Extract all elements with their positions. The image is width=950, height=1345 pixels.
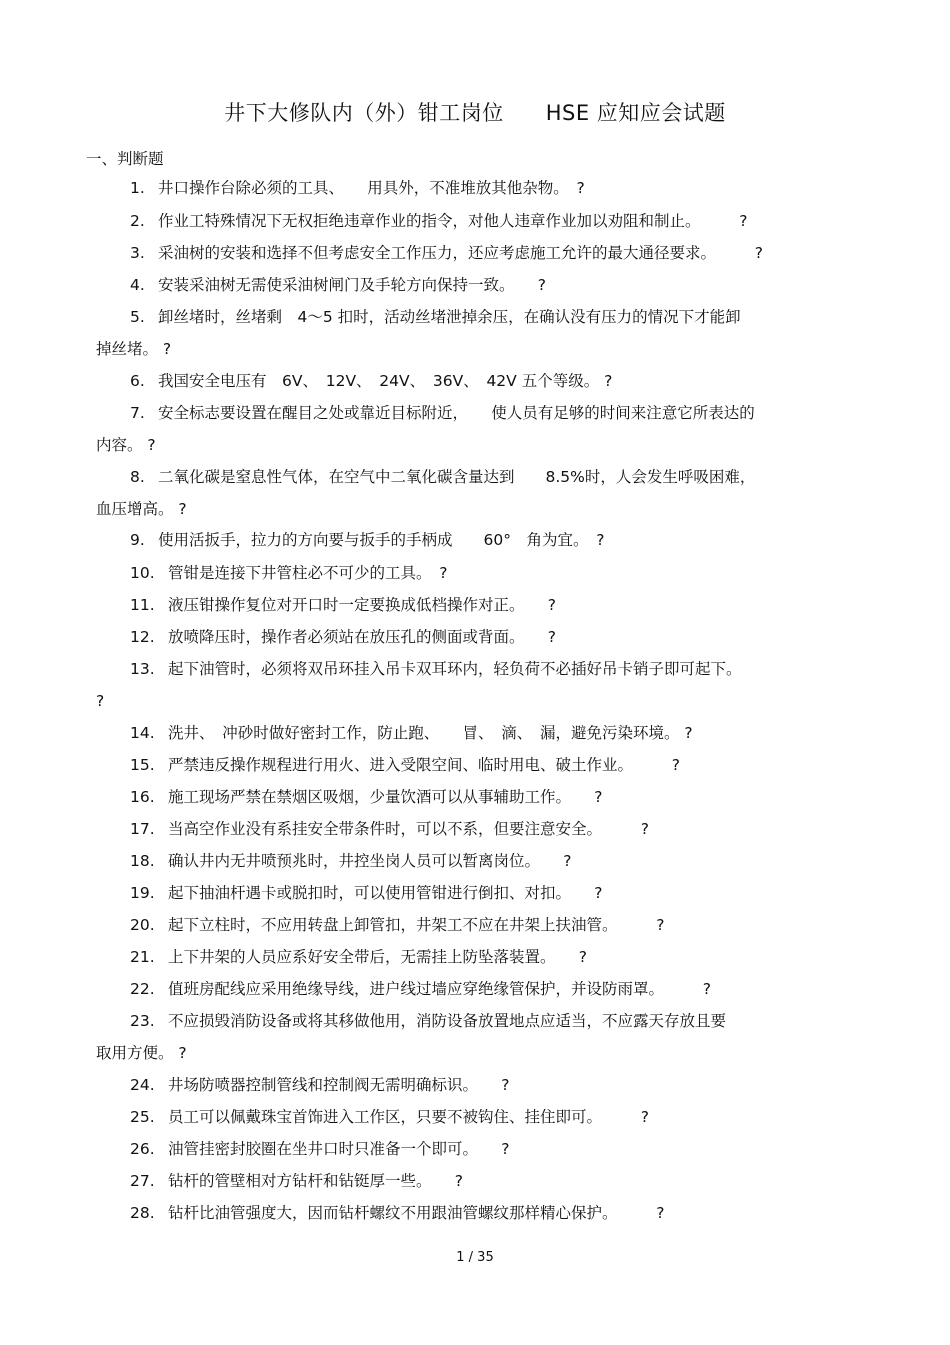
- question-text: 钻杆比油管强度大，因而钻杆螺纹不用跟油管螺纹那样精心保护。 ?: [168, 1204, 665, 1222]
- question-number: 23.: [130, 1012, 155, 1030]
- question-text: 起下立柱时，不应用转盘上卸管扣，井架工不应在井架上扶油管。 ?: [168, 916, 665, 934]
- question-item: [96, 1101, 856, 1133]
- question-item: [96, 877, 856, 909]
- question-text: 起下抽油杆遇卡或脱扣时，可以使用管钳进行倒扣、对扣。 ?: [168, 884, 603, 902]
- question-number: 10.: [130, 564, 155, 582]
- question-text: 我国安全电压有 6V、 12V、 24V、 36V、 42V 五个等级。 ?: [158, 372, 613, 390]
- question-text: 井场防喷器控制管线和控制阀无需明确标识。 ?: [168, 1076, 510, 1094]
- question-text: 管钳是连接下井管柱必不可少的工具。 ?: [168, 564, 448, 582]
- question-text: 卸丝堵时，丝堵剩 4～5 扣时，活动丝堵泄掉余压，在确认没有压力的情况下才能卸: [158, 308, 741, 326]
- question-number: 9.: [130, 531, 145, 549]
- question-number: 18.: [130, 852, 155, 870]
- question-text: 上下井架的人员应系好安全带后，无需挂上防坠落装置。 ?: [168, 948, 587, 966]
- question-item: [96, 845, 856, 877]
- question-item: [96, 941, 856, 973]
- question-number: 15.: [130, 756, 155, 774]
- question-item: [96, 909, 856, 941]
- question-number: 17.: [130, 820, 155, 838]
- question-text: 不应损毁消防设备或将其移做他用，消防设备放置地点应适当，不应露天存放且要: [168, 1012, 727, 1030]
- question-item: [96, 1133, 856, 1165]
- question-number: 25.: [130, 1108, 155, 1126]
- question-item: [96, 237, 856, 269]
- question-item: [96, 1197, 856, 1229]
- question-number: 28.: [130, 1204, 155, 1222]
- question-item: [96, 461, 856, 525]
- question-text: 安装采油树无需使采油树闸门及手轮方向保持一致。 ?: [158, 276, 546, 294]
- question-text: 二氧化碳是窒息性气体，在空气中二氧化碳含量达到 8.5%时，人会发生呼吸困难，: [158, 468, 756, 486]
- question-text: 使用活扳手，拉力的方向要与扳手的手柄成 60° 角为宜。 ?: [158, 531, 605, 549]
- question-number: 8.: [130, 468, 145, 486]
- question-text: 油管挂密封胶圈在坐井口时只准备一个即可。 ?: [168, 1140, 510, 1158]
- question-number: 16.: [130, 788, 155, 806]
- question-item: [96, 557, 856, 589]
- question-text-continuation: 掉丝堵。 ?: [96, 340, 172, 358]
- question-item: [96, 269, 856, 301]
- section-heading: 一、判断题: [86, 150, 164, 168]
- question-item: [96, 973, 856, 1005]
- question-number: 19.: [130, 884, 155, 902]
- question-item: [96, 301, 856, 365]
- question-number: 12.: [130, 628, 155, 646]
- question-text-continuation: 血压增高。 ?: [96, 500, 187, 518]
- question-item: [96, 1069, 856, 1101]
- question-item: [96, 172, 856, 204]
- title-main: 井下大修队内（外）钳工岗位: [224, 101, 504, 125]
- question-number: 26.: [130, 1140, 155, 1158]
- question-item: [96, 717, 856, 749]
- question-text: 严禁违反操作规程进行用火、进入受限空间、临时用电、破土作业。 ?: [168, 756, 680, 774]
- question-text: 员工可以佩戴珠宝首饰进入工作区，只要不被钩住、挂住即可。 ?: [168, 1108, 649, 1126]
- question-number: 27.: [130, 1172, 155, 1190]
- question-item: [96, 653, 856, 717]
- question-text: 作业工特殊情况下无权拒绝违章作业的指令，对他人违章作业加以劝阻和制止。 ?: [158, 212, 748, 230]
- question-item: [96, 365, 856, 397]
- question-number: 6.: [130, 372, 145, 390]
- question-item: [96, 524, 856, 556]
- question-number: 24.: [130, 1076, 155, 1094]
- question-number: 5.: [130, 308, 145, 326]
- question-text: 起下油管时，必须将双吊环挂入吊卡双耳环内，轻负荷不必插好吊卡销子即可起下。: [168, 660, 742, 678]
- page-number: 1 / 35: [456, 1250, 494, 1265]
- question-text: 钻杆的管壁相对方钻杆和钻铤厚一些。 ?: [168, 1172, 463, 1190]
- question-number: 22.: [130, 980, 155, 998]
- question-number: 14.: [130, 724, 155, 742]
- question-item: [96, 205, 856, 237]
- question-text: 安全标志要设置在醒目之处或靠近目标附近， 使人员有足够的时间来注意它所表达的: [158, 404, 755, 422]
- question-item: [96, 1165, 856, 1197]
- question-item: [96, 781, 856, 813]
- question-number: 13.: [130, 660, 155, 678]
- question-text-continuation: 内容。 ?: [96, 436, 156, 454]
- question-number: 4.: [130, 276, 145, 294]
- question-text: 采油树的安装和选择不但考虑安全工作压力，还应考虑施工允许的最大通径要求。 ?: [158, 244, 763, 262]
- question-text: 液压钳操作复位对开口时一定要换成低档操作对正。 ?: [168, 596, 556, 614]
- question-number: 20.: [130, 916, 155, 934]
- question-text: 放喷降压时，操作者必须站在放压孔的侧面或背面。 ?: [168, 628, 556, 646]
- title-hse: HSE 应知应会试题: [545, 101, 726, 125]
- question-text: 值班房配线应采用绝缘导线，进户线过墙应穿绝缘管保护，并设防雨罩。 ?: [168, 980, 711, 998]
- question-number: 21.: [130, 948, 155, 966]
- question-text: 洗井、 冲砂时做好密封工作，防止跑、 冒、 滴、 漏，避免污染环境。 ?: [168, 724, 693, 742]
- question-text-continuation: ?: [96, 692, 105, 710]
- question-number: 2.: [130, 212, 145, 230]
- question-number: 1.: [130, 179, 145, 197]
- question-text: 井口操作台除必须的工具、 用具外，不准堆放其他杂物。 ?: [158, 179, 585, 197]
- question-number: 3.: [130, 244, 145, 262]
- question-item: [96, 621, 856, 653]
- question-text-continuation: 取用方便。 ?: [96, 1044, 187, 1062]
- question-item: [96, 749, 856, 781]
- question-text: 当高空作业没有系挂安全带条件时，可以不系，但要注意安全。 ?: [168, 820, 649, 838]
- question-text: 施工现场严禁在禁烟区吸烟，少量饮酒可以从事辅助工作。 ?: [168, 788, 603, 806]
- question-item: [96, 589, 856, 621]
- document-title: [0, 97, 950, 127]
- question-item: [96, 813, 856, 845]
- question-item: [96, 1005, 856, 1069]
- question-number: 11.: [130, 596, 155, 614]
- question-item: [96, 397, 856, 461]
- question-text: 确认井内无井喷预兆时，井控坐岗人员可以暂离岗位。 ?: [168, 852, 572, 870]
- question-number: 7.: [130, 404, 145, 422]
